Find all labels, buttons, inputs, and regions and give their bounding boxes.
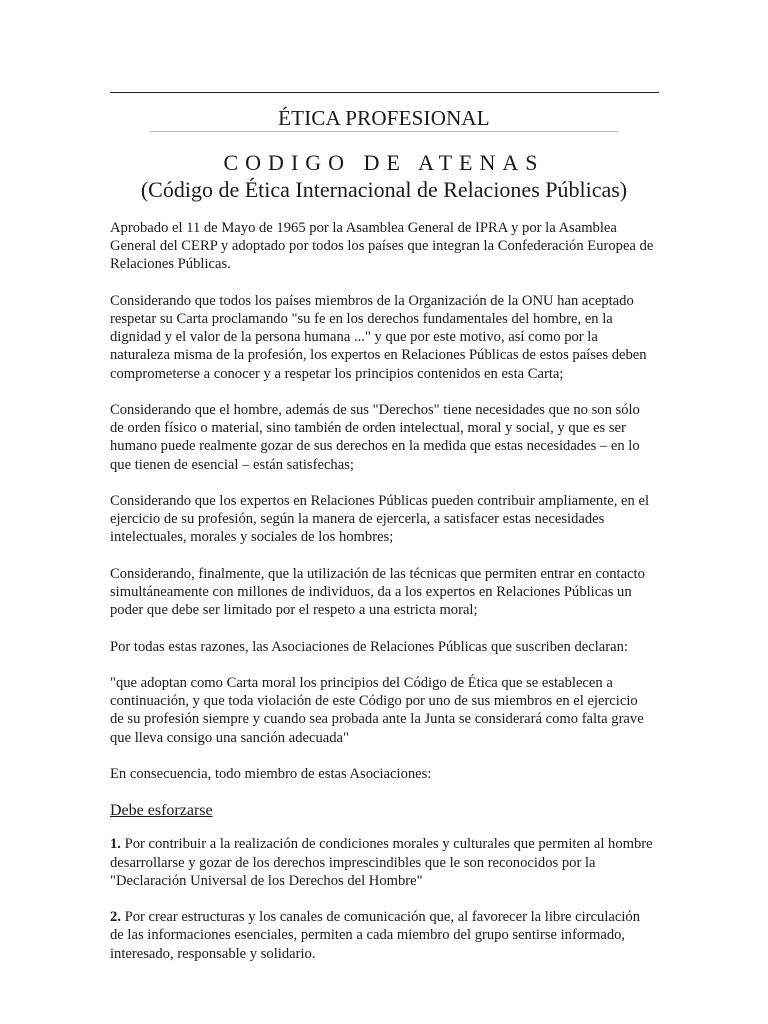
paragraph-considering-experts: Considerando que los expertos en Relaciones Públicas pueden contribuir ampliamente, en el ejercicio de su profesión, según la manera de ejercerla, a satisfacer estas necesidades intelectuales, morales y sociales de los hombres; xyxy=(110,493,650,546)
paragraph-considering-techniques: Considerando, finalmente, que la utilización de las técnicas que permiten entrar en contacto simultáneamente con millones de individuos, da a los expertos en Relaciones Públicas un poder que debe ser limitado por el respeto a una estricta moral; xyxy=(110,565,645,619)
item-text: Por crear estructuras y los canales de comunicación que, al favorecer la libre circulación de las informaciones esenciales, permiten a cada miembro del grupo sentirse informado, interesado, responsable y solidario. xyxy=(110,909,641,962)
title-underline xyxy=(150,131,618,132)
code-subtitle: (Código de Ética Internacional de Relaciones Públicas) xyxy=(140,177,628,202)
item-number: 2. xyxy=(110,909,121,926)
document-body xyxy=(110,219,655,981)
paragraph-consequence: En consecuencia, todo miembro de estas Asociaciones: xyxy=(110,765,432,782)
paragraph-declaration-quote: "que adoptan como Carta moral los principios del Código de Ética que se establecen a continuación, y que toda violación de este Código por uno de sus miembros en el ejercicio de su profesión siempre y cuando sea probada ante la Junta se considerará como falta grave que lleva consigo una sanción adecuada" xyxy=(110,674,644,746)
paragraph-considering-onu: Considerando que todos los países miembros de la Organización de la ONU han aceptado respetar su Carta proclamando "su fe en los derechos fundamentales del hombre, en la dignidad y el valor de la persona humana ..." y que por este motivo, así como por la naturaleza misma de la profesión, los expertos en Relaciones Públicas de estos países deben comprometerse a conocer y a respetar los principios contenidos en esta Carta; xyxy=(110,292,647,382)
code-title: CODIGO DE ATENAS xyxy=(223,150,545,175)
paragraph-declaration-intro: Por todas estas razones, las Asociaciones de Relaciones Públicas que suscriben declaran: xyxy=(110,638,628,655)
list-item xyxy=(110,835,655,890)
paragraph-approval: Aprobado el 11 de Mayo de 1965 por la Asamblea General de IPRA y por la Asamblea General del CERP y adoptado por todos los países que integran la Confederación Europea de Relaciones Públicas. xyxy=(110,220,654,273)
list-item xyxy=(110,908,655,963)
item-number: 1. xyxy=(110,836,121,853)
top-rule xyxy=(110,92,659,93)
page-title: ÉTICA PROFESIONAL xyxy=(278,106,490,130)
item-text: Por contribuir a la realización de condiciones morales y culturales que permiten al hombre desarrollarse y gozar de los derechos imprescindibles que le son reconocidos por la "Declaración Universal de los Derechos del Hombre" xyxy=(110,836,653,889)
section-heading: Debe esforzarse xyxy=(110,802,213,820)
paragraph-considering-needs: Considerando que el hombre, además de sus "Derechos" tiene necesidades que no son sólo de orden físico o material, sino también de orden intelectual, moral y social, y que es ser humano puede realmente gozar de sus derechos en la medida que estas necesidades – en lo que tienen de esencial – están satisfechas; xyxy=(110,402,640,473)
